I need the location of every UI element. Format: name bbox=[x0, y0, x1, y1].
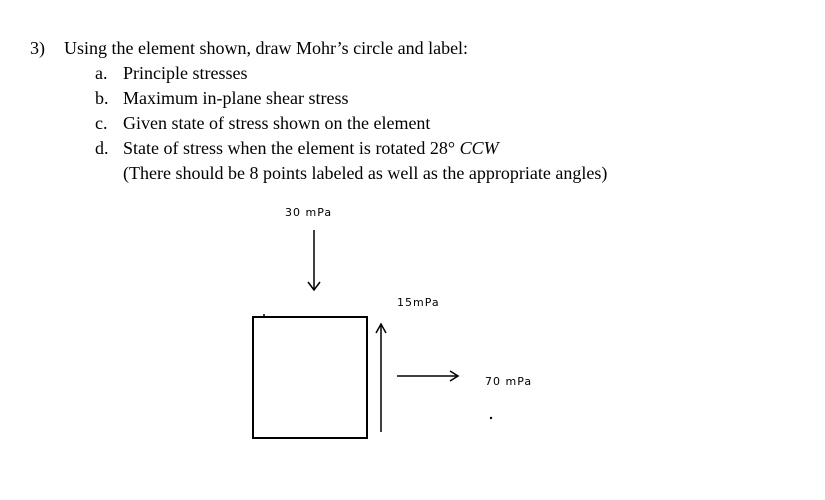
item-letter: b. bbox=[95, 88, 109, 108]
item-letter: d. bbox=[95, 138, 109, 158]
vertical-stress-arrow bbox=[308, 230, 320, 290]
item-text: Given state of stress shown on the element bbox=[123, 113, 431, 133]
shear-stress-arrow bbox=[376, 324, 386, 432]
horizontal-stress-arrow bbox=[397, 371, 458, 381]
instruction-note: (There should be 8 points labeled as well as the appropriate angles) bbox=[123, 163, 608, 183]
item-letter: a. bbox=[95, 63, 108, 83]
item-text-italic: CCW bbox=[459, 138, 499, 158]
item-text: Maximum in-plane shear stress bbox=[123, 88, 349, 108]
question-prompt: Using the element shown, draw Mohr’s circle and label: bbox=[64, 38, 469, 58]
horizontal-stress-label: 70 mPa bbox=[485, 375, 533, 388]
stray-mark bbox=[490, 417, 492, 419]
item-text: State of stress when the element is rotated 28° bbox=[123, 138, 460, 158]
stray-mark bbox=[263, 314, 265, 316]
shear-stress-label: 15mPa bbox=[397, 296, 440, 309]
stress-element-square bbox=[253, 317, 367, 438]
question-number: 3) bbox=[30, 38, 45, 58]
item-letter: c. bbox=[95, 113, 108, 133]
vertical-stress-label: 30 mPa bbox=[285, 206, 333, 219]
item-text: Principle stresses bbox=[123, 63, 248, 83]
